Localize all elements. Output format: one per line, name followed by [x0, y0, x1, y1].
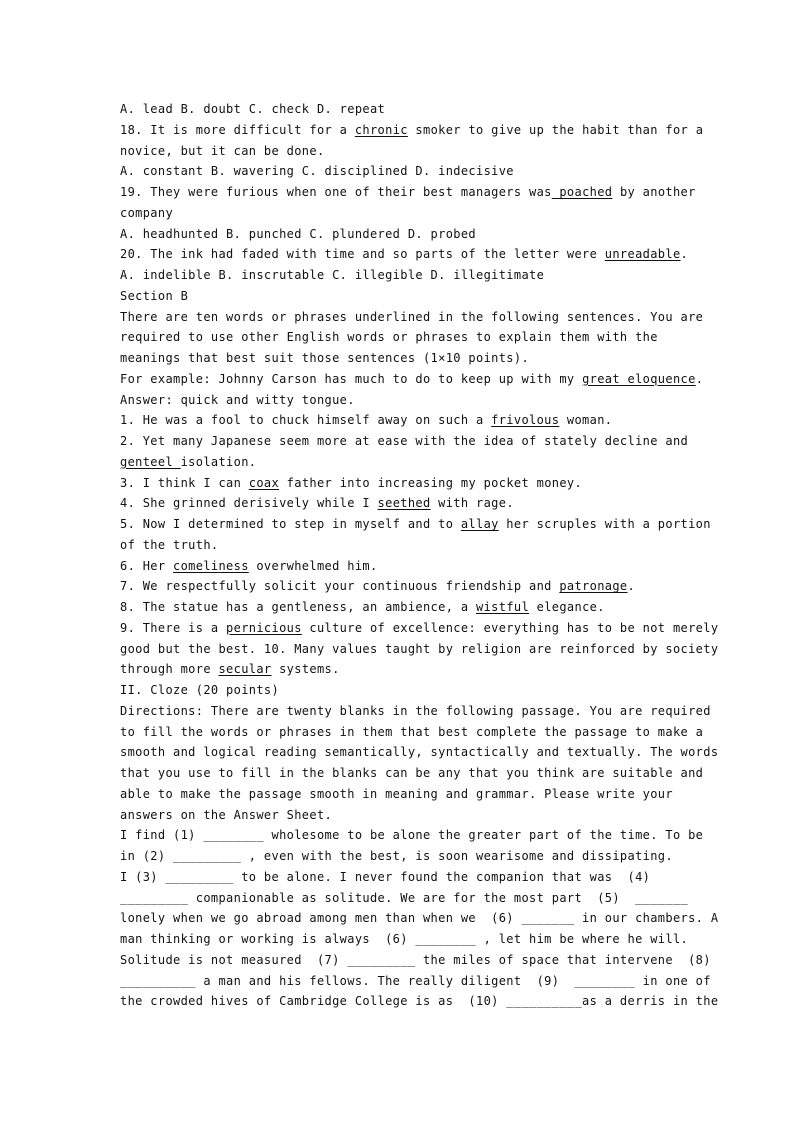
underlined-term: genteel	[120, 454, 181, 469]
text-segment: A. lead B. doubt C. check D. repeat	[120, 102, 386, 116]
text-line	[120, 971, 711, 992]
text-line	[120, 224, 680, 245]
text-segment: 4. She grinned derisively while I	[120, 496, 378, 511]
text-segment: able to make the passage smooth in meaning and grammar. Please write your	[120, 786, 673, 801]
text-segment: A. headhunted B. punched C. plundered D. probed	[120, 226, 477, 241]
text-segment: elegance.	[529, 600, 605, 614]
text-segment: company	[120, 205, 174, 220]
text-segment: 7. We respectfully solicit your continuous friendship and	[120, 579, 560, 594]
text-line	[120, 410, 680, 431]
text-segment: in (2) _________ , even with the best, is soon wearisome and dissipating.	[120, 849, 673, 863]
text-segment: man thinking or working is always (6) ________ , let him be where he will.	[120, 932, 689, 946]
text-segment: of the truth.	[120, 537, 219, 552]
text-segment: through more	[120, 662, 219, 677]
text-segment: 8. The statue has a gentleness, an ambience, a	[120, 600, 477, 614]
underlined-term: allay	[460, 517, 499, 531]
text-line	[120, 867, 680, 888]
text-segment: woman.	[559, 413, 613, 428]
underlined-term: coax	[248, 475, 280, 490]
text-line	[120, 244, 689, 265]
text-segment: 6. Her	[120, 558, 174, 573]
underlined-term: seethed	[377, 496, 431, 511]
text-line	[120, 348, 680, 369]
text-segment: her scruples with a portion	[498, 517, 711, 531]
text-segment: .	[627, 579, 636, 594]
text-line	[120, 473, 680, 494]
text-line	[120, 556, 680, 577]
text-segment: 2. Yet many Japanese seem more at ease with the idea of stately decline and	[120, 434, 689, 448]
text-line	[120, 846, 680, 867]
text-segment: the crowded hives of Cambridge College is as (10) __________as a derris in the	[120, 994, 719, 1009]
text-line	[120, 908, 719, 929]
text-segment: There are ten words or phrases underlined in the following sentences. You are	[120, 309, 704, 324]
text-segment: answers on the Answer Sheet.	[120, 807, 333, 822]
underlined-term: pernicious	[226, 620, 302, 635]
text-line	[120, 99, 680, 120]
text-line	[120, 742, 719, 763]
text-line	[120, 390, 680, 411]
text-line	[120, 991, 719, 1012]
text-segment: isolation.	[180, 454, 257, 469]
text-segment: systems.	[271, 662, 340, 677]
text-line	[120, 452, 680, 473]
text-line	[120, 182, 696, 203]
text-segment: Answer: quick and witty tongue.	[120, 392, 355, 407]
underlined-term: frivolous	[491, 413, 560, 428]
underlined-term: great eloquence	[582, 371, 696, 386]
text-line	[120, 576, 680, 597]
text-segment: II. Cloze (20 points)	[120, 683, 280, 697]
text-line	[120, 120, 704, 141]
underlined-term: poached	[551, 185, 613, 199]
text-line	[120, 763, 704, 784]
text-segment: __________ a man and his fellows. The really diligent (9) ________ in one of	[120, 973, 711, 988]
underlined-term: wistful	[476, 600, 530, 614]
text-segment: A. constant B. wavering C. disciplined D. indecisive	[120, 164, 514, 179]
text-segment: 5. Now I determined to step in myself and to	[120, 517, 461, 531]
text-segment: meanings that best suit those sentences (1×10 points).	[120, 351, 530, 365]
text-line	[120, 161, 680, 182]
text-segment: novice, but it can be done.	[120, 143, 325, 158]
text-segment: 18. It is more difficult for a	[120, 122, 355, 137]
text-segment: overwhelmed him.	[248, 558, 378, 573]
text-segment: good but the best. 10. Many values taught by religion are reinforced by society	[120, 641, 719, 656]
text-line	[120, 825, 704, 846]
text-segment: by another	[612, 185, 696, 199]
text-segment: smooth and logical reading semantically, syntactically and textually. The words	[120, 745, 719, 760]
text-segment: I find (1) ________ wholesome to be alone the greater part of the time. To be	[120, 828, 704, 843]
text-line	[120, 680, 680, 701]
underlined-term: unreadable	[604, 247, 681, 262]
text-segment: Section B	[120, 288, 189, 303]
text-segment: _________ companionable as solitude. We are for the most part (5) _______	[120, 890, 689, 905]
text-segment: Directions: There are twenty blanks in the following passage. You are required	[120, 703, 711, 718]
text-line	[120, 805, 680, 826]
underlined-term: secular	[218, 662, 272, 677]
text-segment: For example: Johnny Carson has much to do to keep up with my	[120, 371, 583, 386]
text-line	[120, 784, 680, 805]
text-line	[120, 639, 719, 660]
text-line	[120, 618, 719, 639]
text-line	[120, 659, 680, 680]
text-segment: 20. The ink had faded with time and so parts of the letter were	[120, 247, 605, 262]
text-segment: .	[695, 371, 704, 386]
text-segment: to fill the words or phrases in them that best complete the passage to make a	[120, 724, 704, 739]
text-line	[120, 141, 680, 162]
document-page	[120, 99, 719, 1012]
text-segment: I (3) _________ to be alone. I never found the companion that was (4)	[120, 869, 651, 884]
text-line	[120, 888, 689, 909]
text-line	[120, 307, 704, 328]
text-line	[120, 722, 704, 743]
text-line	[120, 950, 711, 971]
text-line	[120, 369, 704, 390]
text-segment: with rage.	[430, 496, 514, 511]
text-segment: that you use to fill in the blanks can be any that you think are suitable and	[120, 766, 704, 780]
text-line	[120, 493, 680, 514]
text-line	[120, 265, 680, 286]
underlined-term: patronage	[559, 579, 628, 594]
text-line	[120, 535, 680, 556]
underlined-term: comeliness	[173, 558, 249, 573]
text-segment: 19. They were furious when one of their best managers was	[120, 185, 552, 199]
underlined-term: chronic	[354, 122, 408, 137]
text-segment: 3. I think I can	[120, 475, 249, 490]
text-line	[120, 701, 711, 722]
text-line	[120, 514, 711, 535]
text-line	[120, 203, 680, 224]
text-line	[120, 597, 680, 618]
text-segment: lonely when we go abroad among men than when we (6) _______ in our chambers. A	[120, 911, 719, 926]
text-segment: required to use other English words or phrases to explain them with the	[120, 330, 658, 345]
text-segment: father into increasing my pocket money.	[279, 475, 583, 490]
text-segment: Solitude is not measured (7) _________ the miles of space that intervene (8)	[120, 952, 711, 967]
text-segment: culture of excellence: everything has to be not merely	[301, 620, 719, 635]
text-segment: 9. There is a	[120, 620, 227, 635]
text-line	[120, 327, 680, 348]
text-line	[120, 929, 689, 950]
text-segment: smoker to give up the habit than for a	[407, 122, 704, 137]
text-segment: .	[680, 247, 689, 262]
text-line	[120, 431, 689, 452]
text-segment: A. indelible B. inscrutable C. illegible D. illegitimate	[120, 268, 545, 282]
text-segment: 1. He was a fool to chuck himself away on such a	[120, 413, 492, 428]
text-line	[120, 286, 680, 307]
